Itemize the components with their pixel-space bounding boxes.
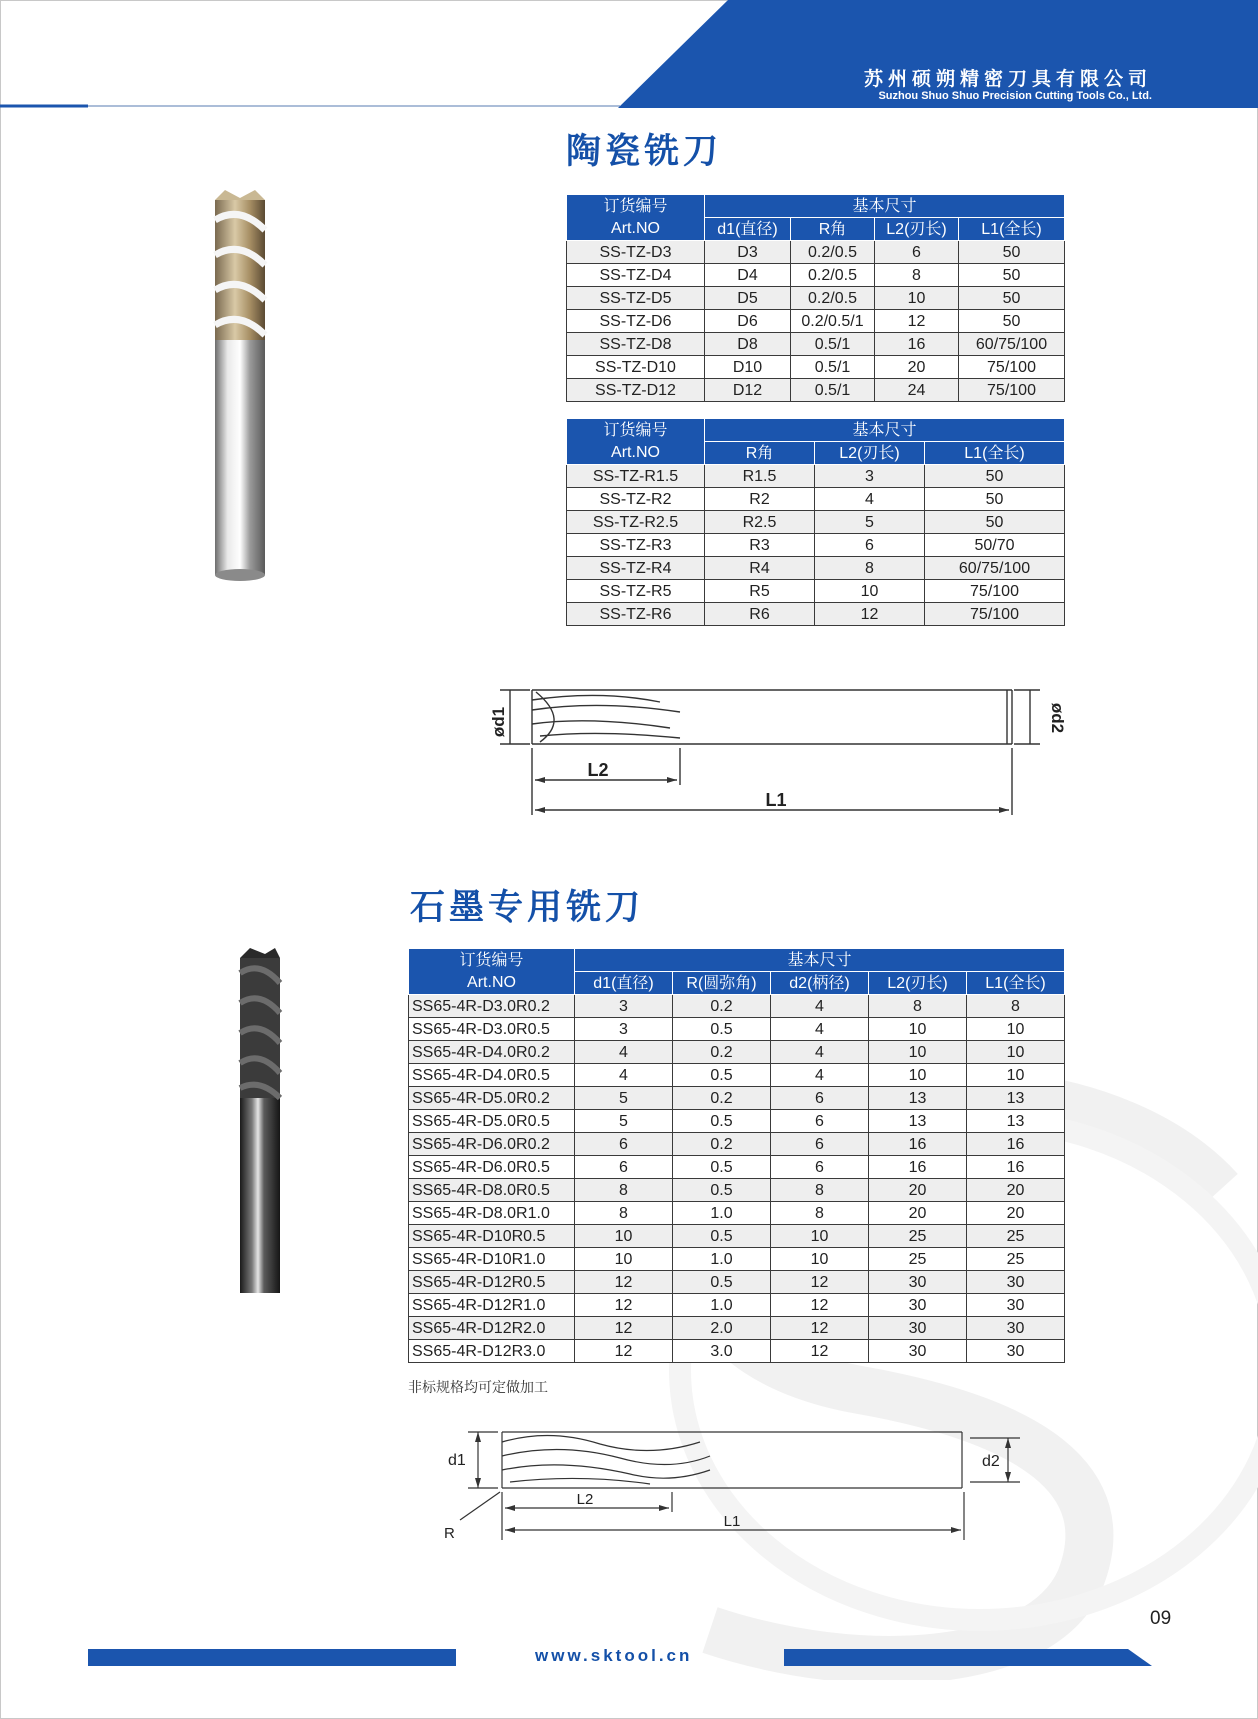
table-row [409,1156,1065,1179]
value-cell: 12 [575,1317,673,1340]
value-cell: 12 [771,1294,869,1317]
label-d2: d2 [982,1453,1000,1470]
value-cell: 30 [869,1271,967,1294]
value-cell: 25 [967,1248,1065,1271]
value-cell: 3 [815,465,925,488]
label-l2: L2 [576,1491,594,1508]
art-no-cell: SS65-4R-D12R2.0 [409,1317,575,1340]
value-cell: 50 [925,488,1065,511]
value-cell: 16 [869,1133,967,1156]
value-cell: D3 [705,241,791,264]
value-cell: 25 [967,1225,1065,1248]
value-cell: 75/100 [959,356,1065,379]
value-cell: 10 [869,1041,967,1064]
ceramic-section-title: 陶瓷铣刀 [566,132,723,172]
table-row [567,264,1065,287]
value-cell: 30 [967,1317,1065,1340]
art-no-header: 订货编号 Art.NO [409,949,575,995]
value-cell: R4 [705,557,815,580]
value-cell: 16 [967,1156,1065,1179]
value-cell: 13 [967,1087,1065,1110]
value-cell: 0.2/0.5/1 [791,310,875,333]
value-cell: 0.5/1 [791,356,875,379]
value-cell: 6 [875,241,959,264]
label-l1: L1 [765,790,787,810]
art-no-cell: SS-TZ-R5 [567,580,705,603]
graphite-end-mill-photo [235,948,285,1298]
value-cell: 0.5/1 [791,333,875,356]
table-row [567,287,1065,310]
table-row [567,580,1065,603]
value-cell: 6 [575,1133,673,1156]
table-row [409,1271,1065,1294]
value-cell: R2 [705,488,815,511]
table-row [409,1087,1065,1110]
value-cell: 8 [771,1202,869,1225]
value-cell: 10 [575,1225,673,1248]
value-cell: 0.5 [673,1110,771,1133]
art-no-header: 订货编号 Art.NO [567,419,705,465]
value-cell: 0.5 [673,1271,771,1294]
art-no-cell: SS-TZ-D6 [567,310,705,333]
value-cell: 12 [875,310,959,333]
art-no-cell: SS-TZ-D5 [567,287,705,310]
website-link[interactable]: www.sktool.cn [535,1646,693,1665]
ceramic-r-spec-table [566,418,1065,626]
value-cell: R6 [705,603,815,626]
value-cell: 50 [959,241,1065,264]
value-cell: 20 [967,1202,1065,1225]
art-no-cell: SS-TZ-D10 [567,356,705,379]
art-no-cell: SS-TZ-R2 [567,488,705,511]
value-cell: 24 [875,379,959,402]
basic-size-header: 基本尺寸 [705,419,1065,442]
art-no-cell: SS65-4R-D5.0R0.5 [409,1110,575,1133]
label-d1: d1 [448,1452,466,1469]
value-cell: D5 [705,287,791,310]
col-header: L2(刃长) [869,972,967,995]
value-cell: 0.5/1 [791,379,875,402]
value-cell: 16 [869,1156,967,1179]
table-row [567,603,1065,626]
table-row [567,241,1065,264]
value-cell: 16 [967,1133,1065,1156]
value-cell: 10 [875,287,959,310]
table-row [567,534,1065,557]
value-cell: 12 [575,1294,673,1317]
value-cell: 10 [771,1225,869,1248]
value-cell: 30 [967,1271,1065,1294]
value-cell: 0.5 [673,1156,771,1179]
ceramic-d-spec-table [566,194,1065,402]
value-cell: D4 [705,264,791,287]
value-cell: 60/75/100 [925,557,1065,580]
table-row [567,356,1065,379]
value-cell: 0.2 [673,1087,771,1110]
value-cell: 8 [875,264,959,287]
art-no-cell: SS-TZ-R2.5 [567,511,705,534]
col-header: L2(刃长) [815,442,925,465]
table-row [409,1179,1065,1202]
ceramic-end-mill-photo [205,190,275,590]
table-row [567,511,1065,534]
value-cell: 12 [815,603,925,626]
value-cell: 20 [967,1179,1065,1202]
value-cell: 6 [771,1110,869,1133]
basic-size-header: 基本尺寸 [705,195,1065,218]
art-no-cell: SS-TZ-D8 [567,333,705,356]
table-row [567,310,1065,333]
value-cell: 30 [869,1340,967,1363]
table-row [567,488,1065,511]
value-cell: 10 [771,1248,869,1271]
label-l1: L1 [723,1513,741,1530]
art-no-cell: SS65-4R-D3.0R0.2 [409,995,575,1018]
art-no-cell: SS-TZ-D3 [567,241,705,264]
value-cell: 4 [575,1041,673,1064]
value-cell: 1.0 [673,1248,771,1271]
value-cell: 0.2/0.5 [791,287,875,310]
table-row [567,557,1065,580]
value-cell: 12 [771,1317,869,1340]
art-no-cell: SS-TZ-R6 [567,603,705,626]
art-no-cell: SS65-4R-D12R3.0 [409,1340,575,1363]
art-no-cell: SS65-4R-D12R0.5 [409,1271,575,1294]
value-cell: 10 [575,1248,673,1271]
col-header: d2(柄径) [771,972,869,995]
value-cell: 2.0 [673,1317,771,1340]
page-number: 09 [1150,1608,1172,1629]
art-no-cell: SS65-4R-D3.0R0.5 [409,1018,575,1041]
table-row [409,1340,1065,1363]
value-cell: 50 [959,310,1065,333]
label-l2: L2 [587,760,609,780]
value-cell: 0.2 [673,1041,771,1064]
value-cell: 20 [869,1202,967,1225]
value-cell: 10 [967,1064,1065,1087]
col-header: L1(全长) [959,218,1065,241]
value-cell: 30 [967,1340,1065,1363]
company-name-cn: 苏州硕朔精密刀具有限公司 [863,68,1152,90]
art-no-cell: SS65-4R-D8.0R0.5 [409,1179,575,1202]
value-cell: 0.5 [673,1064,771,1087]
value-cell: R1.5 [705,465,815,488]
value-cell: 20 [869,1179,967,1202]
value-cell: 6 [771,1087,869,1110]
col-header: R角 [791,218,875,241]
value-cell: 12 [771,1340,869,1363]
art-no-cell: SS65-4R-D12R1.0 [409,1294,575,1317]
art-no-cell: SS65-4R-D6.0R0.2 [409,1133,575,1156]
value-cell: 50 [925,511,1065,534]
art-no-cell: SS-TZ-R1.5 [567,465,705,488]
art-no-cell: SS-TZ-R3 [567,534,705,557]
value-cell: 12 [771,1271,869,1294]
value-cell: 8 [815,557,925,580]
value-cell: 6 [771,1133,869,1156]
col-header: R角 [705,442,815,465]
art-no-cell: SS-TZ-R4 [567,557,705,580]
value-cell: 8 [575,1202,673,1225]
value-cell: 1.0 [673,1294,771,1317]
value-cell: D10 [705,356,791,379]
value-cell: 1.0 [673,1202,771,1225]
table-row [409,1133,1065,1156]
value-cell: 8 [771,1179,869,1202]
value-cell: 5 [575,1087,673,1110]
value-cell: 50 [925,465,1065,488]
value-cell: R5 [705,580,815,603]
value-cell: 0.2 [673,995,771,1018]
table-row [409,1202,1065,1225]
col-header: d1(直径) [575,972,673,995]
label-d1: ød1 [489,706,508,738]
value-cell: 12 [575,1271,673,1294]
art-no-cell: SS65-4R-D10R1.0 [409,1248,575,1271]
table-row [409,1041,1065,1064]
value-cell: 0.2/0.5 [791,241,875,264]
value-cell: 20 [875,356,959,379]
table-row [409,1248,1065,1271]
art-no-cell: SS-TZ-D4 [567,264,705,287]
art-no-cell: SS65-4R-D4.0R0.2 [409,1041,575,1064]
value-cell: 6 [815,534,925,557]
value-cell: 8 [967,995,1065,1018]
custom-order-note: 非标规格均可定做加工 [408,1380,548,1396]
label-d2: ød2 [1048,702,1067,734]
table-row [409,1018,1065,1041]
col-header: R(圆弥角) [673,972,771,995]
graphite-spec-table [408,948,1065,1363]
value-cell: 16 [875,333,959,356]
table-row [409,1294,1065,1317]
table-row [409,1110,1065,1133]
value-cell: 0.5 [673,1179,771,1202]
col-header: L1(全长) [925,442,1065,465]
value-cell: 6 [771,1156,869,1179]
art-no-header: 订货编号 Art.NO [567,195,705,241]
value-cell: D8 [705,333,791,356]
value-cell: 4 [575,1064,673,1087]
art-no-cell: SS-TZ-D12 [567,379,705,402]
table-row [409,1064,1065,1087]
basic-size-header: 基本尺寸 [575,949,1065,972]
art-no-cell: SS65-4R-D4.0R0.5 [409,1064,575,1087]
value-cell: 13 [967,1110,1065,1133]
value-cell: 0.2/0.5 [791,264,875,287]
table-row [567,379,1065,402]
value-cell: D6 [705,310,791,333]
art-no-cell: SS65-4R-D8.0R1.0 [409,1202,575,1225]
value-cell: 0.2 [673,1133,771,1156]
graphite-technical-drawing [440,1420,1060,1550]
value-cell: 25 [869,1225,967,1248]
value-cell: 10 [967,1041,1065,1064]
table-row [409,995,1065,1018]
value-cell: 75/100 [925,603,1065,626]
value-cell: 8 [869,995,967,1018]
value-cell: 4 [771,1041,869,1064]
value-cell: 5 [575,1110,673,1133]
value-cell: 75/100 [925,580,1065,603]
ceramic-technical-drawing [480,680,1070,820]
col-header: L1(全长) [967,972,1065,995]
value-cell: D12 [705,379,791,402]
value-cell: R3 [705,534,815,557]
value-cell: 10 [869,1064,967,1087]
value-cell: 13 [869,1110,967,1133]
value-cell: R2.5 [705,511,815,534]
value-cell: 5 [815,511,925,534]
value-cell: 10 [869,1018,967,1041]
value-cell: 50 [959,287,1065,310]
value-cell: 10 [967,1018,1065,1041]
value-cell: 50 [959,264,1065,287]
value-cell: 0.5 [673,1225,771,1248]
value-cell: 12 [575,1340,673,1363]
col-header: L2(刃长) [875,218,959,241]
table-row [567,465,1065,488]
value-cell: 8 [575,1179,673,1202]
value-cell: 4 [815,488,925,511]
table-row [567,333,1065,356]
value-cell: 6 [575,1156,673,1179]
value-cell: 4 [771,995,869,1018]
art-no-cell: SS65-4R-D6.0R0.5 [409,1156,575,1179]
value-cell: 50/70 [925,534,1065,557]
value-cell: 3.0 [673,1340,771,1363]
art-no-cell: SS65-4R-D5.0R0.2 [409,1087,575,1110]
table-row [409,1225,1065,1248]
value-cell: 30 [869,1317,967,1340]
value-cell: 75/100 [959,379,1065,402]
value-cell: 25 [869,1248,967,1271]
art-no-cell: SS65-4R-D10R0.5 [409,1225,575,1248]
graphite-section-title: 石墨专用铣刀 [410,888,645,928]
value-cell: 3 [575,1018,673,1041]
value-cell: 0.5 [673,1018,771,1041]
value-cell: 13 [869,1087,967,1110]
value-cell: 4 [771,1064,869,1087]
value-cell: 60/75/100 [959,333,1065,356]
table-row [409,1317,1065,1340]
value-cell: 30 [869,1294,967,1317]
label-r: R [444,1525,455,1542]
col-header: d1(直径) [705,218,791,241]
value-cell: 3 [575,995,673,1018]
company-name-en: Suzhou Shuo Shuo Precision Cutting Tools Co., Ltd. [878,90,1152,102]
value-cell: 4 [771,1018,869,1041]
value-cell: 30 [967,1294,1065,1317]
value-cell: 10 [815,580,925,603]
